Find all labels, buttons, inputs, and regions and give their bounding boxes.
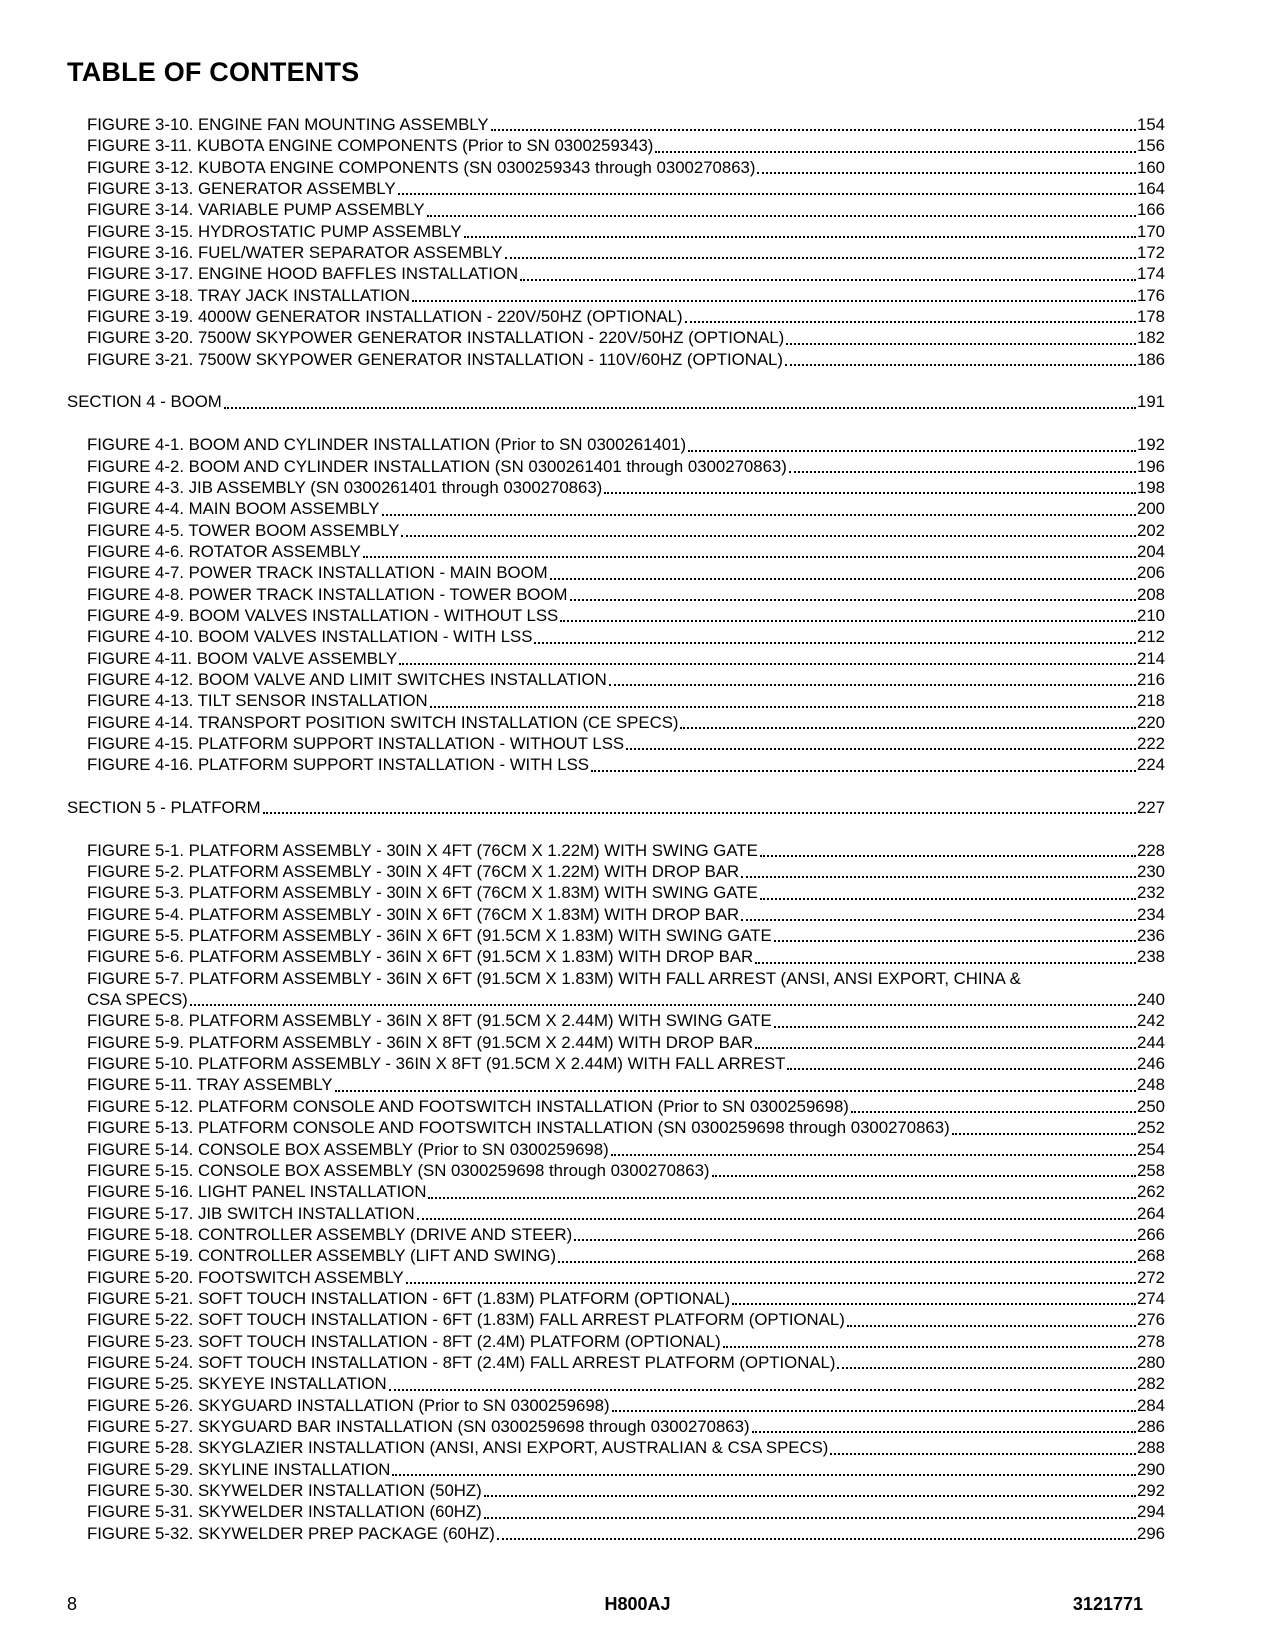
toc-figure-entry[interactable] xyxy=(67,946,1165,967)
toc-entry-title: FIGURE 3-18. TRAY JACK INSTALLATION xyxy=(87,285,410,305)
dot-leader xyxy=(224,405,1136,409)
dot-leader xyxy=(732,1301,1136,1305)
toc-figure-entry[interactable] xyxy=(67,733,1165,754)
dot-leader xyxy=(427,213,1136,217)
toc-figure-entry[interactable] xyxy=(67,626,1165,647)
dot-leader xyxy=(484,1515,1136,1519)
toc-entry-page: 191 xyxy=(1137,392,1165,412)
toc-figure-entry[interactable] xyxy=(67,541,1165,562)
toc-entry-title: FIGURE 4-10. BOOM VALVES INSTALLATION - WITH LSS xyxy=(87,627,533,647)
toc-entry-title: FIGURE 5-23. SOFT TOUCH INSTALLATION - 8FT (2.4M) PLATFORM (OPTIONAL) xyxy=(87,1331,721,1351)
toc-entry-page: 210 xyxy=(1137,605,1165,625)
dot-leader xyxy=(430,704,1136,708)
toc-entry-page: 214 xyxy=(1137,648,1165,668)
dot-leader xyxy=(335,1088,1136,1092)
dot-leader xyxy=(190,1002,1136,1006)
toc-entry-title: FIGURE 5-9. PLATFORM ASSEMBLY - 36IN X 8FT (91.5CM X 2.44M) WITH DROP BAR xyxy=(87,1032,754,1052)
toc-figure-entry[interactable] xyxy=(67,306,1165,327)
dot-leader xyxy=(609,682,1136,686)
toc-entry-title: FIGURE 4-9. BOOM VALVES INSTALLATION - WITHOUT LSS xyxy=(87,605,559,625)
toc-figure-entry[interactable] xyxy=(67,1395,1165,1416)
toc-figure-entry[interactable] xyxy=(67,968,1165,989)
toc-entry-page: 166 xyxy=(1137,200,1165,220)
toc-figure-entry[interactable] xyxy=(67,1096,1165,1117)
dot-leader xyxy=(752,1429,1136,1433)
footer-model: H800AJ xyxy=(604,1594,671,1614)
toc-entry-title: FIGURE 5-11. TRAY ASSEMBLY xyxy=(87,1075,333,1095)
toc-figure-entry[interactable] xyxy=(67,904,1165,925)
dot-leader xyxy=(685,319,1136,323)
toc-entry-page: 264 xyxy=(1137,1203,1165,1223)
toc-entry-page: 204 xyxy=(1137,541,1165,561)
toc-entry-title: FIGURE 4-5. TOWER BOOM ASSEMBLY xyxy=(87,520,400,540)
toc-entry-title: FIGURE 5-19. CONTROLLER ASSEMBLY (LIFT AND SWING) xyxy=(87,1246,557,1266)
page-footer xyxy=(0,1594,1275,1618)
dot-leader xyxy=(412,298,1136,302)
toc-entry-page: 258 xyxy=(1137,1160,1165,1180)
toc-entry-page: 246 xyxy=(1137,1054,1165,1074)
dot-leader xyxy=(741,874,1136,878)
toc-entry-page: 176 xyxy=(1137,285,1165,305)
dot-leader xyxy=(786,341,1136,345)
toc-entry-title: FIGURE 5-27. SKYGUARD BAR INSTALLATION (SN 0300259698 through 0300270863) xyxy=(87,1416,750,1436)
dot-leader xyxy=(398,191,1136,195)
toc-figure-entry[interactable] xyxy=(67,1203,1165,1224)
toc-figure-entry[interactable] xyxy=(67,178,1165,199)
toc-figure-entry[interactable] xyxy=(67,1523,1165,1544)
toc-entry-page: 284 xyxy=(1137,1395,1165,1415)
toc-entry-title: FIGURE 5-25. SKYEYE INSTALLATION xyxy=(87,1374,387,1394)
toc-entry-title: FIGURE 5-30. SKYWELDER INSTALLATION (50HZ) xyxy=(87,1481,482,1500)
toc-figure-entry[interactable] xyxy=(67,199,1165,220)
toc-entry-title: FIGURE 5-28. SKYGLAZIER INSTALLATION (ANSI, ANSI EXPORT, AUSTRALIAN & CSA SPECS) xyxy=(87,1438,829,1458)
toc-entry-title: FIGURE 5-24. SOFT TOUCH INSTALLATION - 8FT (2.4M) FALL ARREST PLATFORM (OPTIONAL) xyxy=(87,1352,836,1372)
toc-entry-page: 154 xyxy=(1137,115,1165,134)
dot-leader xyxy=(789,469,1136,473)
toc-entry-title: FIGURE 5-17. JIB SWITCH INSTALLATION xyxy=(87,1203,415,1223)
toc-entry-page: 228 xyxy=(1137,840,1165,860)
toc-entry-title: CSA SPECS) xyxy=(87,990,188,1010)
dot-leader xyxy=(497,1536,1136,1540)
toc-entry-title: FIGURE 4-15. PLATFORM SUPPORT INSTALLATION - WITHOUT LSS xyxy=(87,733,625,753)
toc-entry-title: FIGURE 3-21. 7500W SKYPOWER GENERATOR INSTALLATION - 110V/60HZ (OPTIONAL) xyxy=(87,349,783,369)
toc-entry-title: FIGURE 4-11. BOOM VALVE ASSEMBLY xyxy=(87,648,398,668)
toc-entry-page: 280 xyxy=(1137,1352,1165,1372)
toc-entry-page: 172 xyxy=(1137,243,1165,263)
dot-leader xyxy=(680,725,1136,729)
toc-figure-entry[interactable] xyxy=(67,754,1165,775)
toc-entry-title: FIGURE 3-17. ENGINE HOOD BAFFLES INSTALLATION xyxy=(87,264,519,284)
toc-figure-entry[interactable] xyxy=(67,1331,1165,1352)
dot-leader xyxy=(604,490,1136,494)
footer-page-number: 8 xyxy=(67,1594,78,1614)
dot-leader xyxy=(952,1131,1136,1135)
toc-entry-title: FIGURE 4-2. BOOM AND CYLINDER INSTALLATION (SN 0300261401 through 0300270863) xyxy=(87,456,787,476)
toc-entry-title: FIGURE 5-12. PLATFORM CONSOLE AND FOOTSWITCH INSTALLATION (Prior to SN 0300259698) xyxy=(87,1096,849,1116)
dot-leader xyxy=(574,1237,1136,1241)
dot-leader xyxy=(520,277,1136,281)
toc-figure-entry[interactable] xyxy=(67,1053,1165,1074)
toc-entry-title: FIGURE 4-14. TRANSPORT POSITION SWITCH INSTALLATION (CE SPECS) xyxy=(87,712,679,732)
toc-entry-page: 234 xyxy=(1137,904,1165,924)
toc-entry-page: 206 xyxy=(1137,563,1165,583)
toc-entry-page: 164 xyxy=(1137,179,1165,199)
toc-entry-page: 224 xyxy=(1137,755,1165,775)
toc-entry-title: FIGURE 5-2. PLATFORM ASSEMBLY - 30IN X 4FT (76CM X 1.22M) WITH DROP BAR xyxy=(87,862,740,882)
dot-leader xyxy=(558,1259,1136,1263)
toc-entry-page: 296 xyxy=(1137,1523,1165,1543)
toc-figure-entry[interactable] xyxy=(67,157,1165,178)
dot-leader xyxy=(774,938,1136,942)
toc-entry-page: 254 xyxy=(1137,1139,1165,1159)
toc-entry-title: FIGURE 3-13. GENERATOR ASSEMBLY xyxy=(87,179,396,199)
toc-entry-page: 208 xyxy=(1137,584,1165,604)
toc-figure-entry[interactable] xyxy=(67,1224,1165,1245)
toc-figure-entry[interactable] xyxy=(67,861,1165,882)
toc-entry-page: 290 xyxy=(1137,1459,1165,1479)
toc-figure-entry[interactable] xyxy=(67,349,1165,370)
toc-entry-title: FIGURE 5-20. FOOTSWITCH ASSEMBLY xyxy=(87,1267,404,1287)
toc-entry-page: 156 xyxy=(1137,136,1165,156)
toc-entry-page: 266 xyxy=(1137,1224,1165,1244)
dot-leader xyxy=(464,234,1136,238)
page-title: TABLE OF CONTENTS xyxy=(67,57,360,87)
toc-entry-title: FIGURE 4-4. MAIN BOOM ASSEMBLY xyxy=(87,499,380,519)
toc-entry-page: 196 xyxy=(1137,456,1165,476)
toc-figure-entry[interactable] xyxy=(67,669,1165,690)
toc-figure-entry[interactable] xyxy=(67,1032,1165,1053)
dot-leader xyxy=(723,1344,1136,1348)
toc-entry-page: 218 xyxy=(1137,691,1165,711)
dot-leader xyxy=(570,597,1136,601)
toc-figure-entry[interactable] xyxy=(67,1309,1165,1330)
toc-entry-title: FIGURE 5-10. PLATFORM ASSEMBLY - 36IN X 8FT (91.5CM X 2.44M) WITH FALL ARREST xyxy=(87,1054,786,1074)
toc-entry-page: 272 xyxy=(1137,1267,1165,1287)
toc-figure-entry[interactable] xyxy=(67,989,1165,1010)
toc-entry-title: FIGURE 4-1. BOOM AND CYLINDER INSTALLATION (Prior to SN 0300261401) xyxy=(87,435,687,455)
dot-leader xyxy=(591,768,1136,772)
toc-entry-title: FIGURE 5-6. PLATFORM ASSEMBLY - 36IN X 6FT (91.5CM X 1.83M) WITH DROP BAR xyxy=(87,947,754,967)
toc-figure-entry[interactable] xyxy=(67,263,1165,284)
toc-figure-entry[interactable] xyxy=(67,1267,1165,1288)
toc-figure-entry[interactable] xyxy=(67,135,1165,156)
toc-figure-entry[interactable] xyxy=(67,1437,1165,1458)
toc-entry-title: FIGURE 5-32. SKYWELDER PREP PACKAGE (60HZ) xyxy=(87,1523,495,1543)
toc-figure-entry[interactable] xyxy=(67,1501,1165,1522)
toc-entry-title: FIGURE 5-29. SKYLINE INSTALLATION xyxy=(87,1459,391,1479)
dot-leader xyxy=(688,448,1136,452)
toc-entry-title: FIGURE 5-1. PLATFORM ASSEMBLY - 30IN X 4FT (76CM X 1.22M) WITH SWING GATE xyxy=(87,840,758,860)
toc-entry-page: 238 xyxy=(1137,947,1165,967)
toc-entry-page: 268 xyxy=(1137,1246,1165,1266)
dot-leader xyxy=(406,1280,1136,1284)
toc-figure-entry[interactable] xyxy=(67,562,1165,583)
toc-entry-title: FIGURE 5-22. SOFT TOUCH INSTALLATION - 6FT (1.83M) FALL ARREST PLATFORM (OPTIONAL) xyxy=(87,1310,845,1330)
toc-entry-title: FIGURE 3-12. KUBOTA ENGINE COMPONENTS (SN 0300259343 through 0300270863) xyxy=(87,157,756,177)
dot-leader xyxy=(757,170,1136,174)
toc-entry-page: 170 xyxy=(1137,221,1165,241)
toc-figure-entry[interactable] xyxy=(67,925,1165,946)
toc-entry-title: SECTION 5 - PLATFORM xyxy=(67,798,261,817)
dot-leader xyxy=(626,746,1136,750)
toc-entry-page: 216 xyxy=(1137,669,1165,689)
toc-entry-title: FIGURE 5-16. LIGHT PANEL INSTALLATION xyxy=(87,1182,427,1202)
dot-leader xyxy=(655,149,1136,153)
toc-entry-page: 278 xyxy=(1137,1331,1165,1351)
toc-figure-entry[interactable] xyxy=(67,1010,1165,1031)
toc-entry-title: FIGURE 3-14. VARIABLE PUMP ASSEMBLY xyxy=(87,200,425,220)
dot-leader xyxy=(363,554,1136,558)
toc-entry-page: 288 xyxy=(1137,1438,1165,1458)
dot-leader xyxy=(612,1408,1136,1412)
toc-entry-title: FIGURE 4-3. JIB ASSEMBLY (SN 0300261401 through 0300270863) xyxy=(87,477,603,497)
toc-figure-entry[interactable] xyxy=(67,840,1165,861)
toc-entry-page: 227 xyxy=(1137,798,1165,817)
toc-entry-title: FIGURE 4-12. BOOM VALVE AND LIMIT SWITCHES INSTALLATION xyxy=(87,669,607,689)
dot-leader xyxy=(550,576,1136,580)
toc-figure-entry[interactable] xyxy=(67,285,1165,306)
toc-figure-entry[interactable] xyxy=(67,456,1165,477)
toc-entry-page: 250 xyxy=(1137,1096,1165,1116)
dot-leader xyxy=(837,1365,1136,1369)
toc-entry-page: 236 xyxy=(1137,926,1165,946)
toc-entry-page: 220 xyxy=(1137,712,1165,732)
toc-list xyxy=(67,114,1165,1544)
toc-entry-title: FIGURE 3-19. 4000W GENERATOR INSTALLATION - 220V/50HZ (OPTIONAL) xyxy=(87,307,683,327)
toc-entry-page: 200 xyxy=(1137,499,1165,519)
dot-leader xyxy=(389,1387,1136,1391)
toc-entry-page: 240 xyxy=(1137,990,1165,1010)
dot-leader xyxy=(484,1493,1136,1497)
toc-figure-entry[interactable] xyxy=(67,1074,1165,1095)
toc-figure-entry[interactable] xyxy=(67,1416,1165,1437)
toc-entry-title: FIGURE 5-3. PLATFORM ASSEMBLY - 30IN X 6FT (76CM X 1.83M) WITH SWING GATE xyxy=(87,883,758,903)
dot-leader xyxy=(417,1216,1136,1220)
toc-entry-title: FIGURE 4-8. POWER TRACK INSTALLATION - TOWER BOOM xyxy=(87,584,568,604)
toc-entry-title: FIGURE 3-20. 7500W SKYPOWER GENERATOR INSTALLATION - 220V/50HZ (OPTIONAL) xyxy=(87,328,785,348)
toc-entry-page: 222 xyxy=(1137,733,1165,753)
toc-entry-title: FIGURE 5-15. CONSOLE BOX ASSEMBLY (SN 0300259698 through 0300270863) xyxy=(87,1160,710,1180)
toc-entry-title: FIGURE 5-5. PLATFORM ASSEMBLY - 36IN X 6FT (91.5CM X 1.83M) WITH SWING GATE xyxy=(87,926,772,946)
toc-entry-page: 244 xyxy=(1137,1032,1165,1052)
toc-entry-page: 182 xyxy=(1137,328,1165,348)
toc-entry-title: FIGURE 5-26. SKYGUARD INSTALLATION (Prior to SN 0300259698) xyxy=(87,1395,610,1415)
toc-figure-entry[interactable] xyxy=(67,1139,1165,1160)
toc-figure-entry[interactable] xyxy=(67,584,1165,605)
dot-leader xyxy=(505,255,1136,259)
dot-leader xyxy=(830,1451,1136,1455)
toc-entry-page: 242 xyxy=(1137,1011,1165,1031)
dot-leader xyxy=(785,362,1136,366)
toc-entry-title: FIGURE 5-14. CONSOLE BOX ASSEMBLY (Prior to SN 0300259698) xyxy=(87,1139,609,1159)
toc-entry-title: FIGURE 5-8. PLATFORM ASSEMBLY - 36IN X 8FT (91.5CM X 2.44M) WITH SWING GATE xyxy=(87,1011,772,1031)
toc-figure-entry[interactable] xyxy=(67,114,1165,135)
dot-leader xyxy=(741,917,1136,921)
toc-figure-entry[interactable] xyxy=(67,1480,1165,1501)
toc-entry-title: FIGURE 3-15. HYDROSTATIC PUMP ASSEMBLY xyxy=(87,221,462,241)
toc-entry-page: 262 xyxy=(1137,1182,1165,1202)
toc-figure-entry[interactable] xyxy=(67,1352,1165,1373)
dot-leader xyxy=(534,640,1136,644)
toc-entry-title: FIGURE 3-11. KUBOTA ENGINE COMPONENTS (Prior to SN 0300259343) xyxy=(87,136,654,156)
dot-leader xyxy=(263,810,1136,814)
toc-entry-page: 232 xyxy=(1137,883,1165,903)
dot-leader xyxy=(560,618,1136,622)
toc-entry-page: 198 xyxy=(1137,477,1165,497)
toc-entry-title: FIGURE 4-6. ROTATOR ASSEMBLY xyxy=(87,541,361,561)
toc-figure-entry[interactable] xyxy=(67,1181,1165,1202)
footer-doc-number: 3121771 xyxy=(1072,1594,1143,1614)
dot-leader xyxy=(774,1024,1136,1028)
toc-entry-page: 192 xyxy=(1137,435,1165,455)
toc-figure-entry[interactable] xyxy=(67,1459,1165,1480)
toc-entry-page: 274 xyxy=(1137,1288,1165,1308)
toc-entry-title: FIGURE 4-7. POWER TRACK INSTALLATION - MAIN BOOM xyxy=(87,563,548,583)
dot-leader xyxy=(399,661,1136,665)
toc-entry-title: SECTION 4 - BOOM xyxy=(67,392,222,412)
dot-leader xyxy=(847,1323,1136,1327)
toc-entry-page: 252 xyxy=(1137,1118,1165,1138)
toc-entry-title: FIGURE 3-16. FUEL/WATER SEPARATOR ASSEMBLY xyxy=(87,243,503,263)
toc-figure-entry[interactable] xyxy=(67,1117,1165,1138)
toc-section-entry[interactable] xyxy=(67,391,1165,412)
toc-entry-title: FIGURE 3-10. ENGINE FAN MOUNTING ASSEMBLY xyxy=(87,115,489,134)
toc-figure-entry[interactable] xyxy=(67,327,1165,348)
dot-leader xyxy=(755,1045,1136,1049)
toc-entry-page: 160 xyxy=(1137,157,1165,177)
toc-entry-page: 174 xyxy=(1137,264,1165,284)
toc-entry-page: 286 xyxy=(1137,1416,1165,1436)
dot-leader xyxy=(760,853,1136,857)
toc-entry-page: 178 xyxy=(1137,307,1165,327)
toc-figure-entry[interactable] xyxy=(67,882,1165,903)
toc-entry-title: FIGURE 5-4. PLATFORM ASSEMBLY - 30IN X 6FT (76CM X 1.83M) WITH DROP BAR xyxy=(87,904,740,924)
toc-entry-title: FIGURE 5-18. CONTROLLER ASSEMBLY (DRIVE AND STEER) xyxy=(87,1224,573,1244)
toc-entry-page: 282 xyxy=(1137,1374,1165,1394)
toc-figure-entry[interactable] xyxy=(67,712,1165,733)
dot-leader xyxy=(851,1109,1136,1113)
toc-entry-title: FIGURE 5-31. SKYWELDER INSTALLATION (60HZ) xyxy=(87,1502,482,1522)
toc-figure-entry[interactable] xyxy=(67,221,1165,242)
dot-leader xyxy=(491,127,1136,131)
dot-leader xyxy=(712,1173,1136,1177)
toc-figure-entry[interactable] xyxy=(67,520,1165,541)
toc-figure-entry[interactable] xyxy=(67,1288,1165,1309)
toc-figure-entry[interactable] xyxy=(67,242,1165,263)
dot-leader xyxy=(392,1472,1136,1476)
toc-figure-entry[interactable] xyxy=(67,605,1165,626)
toc-entry-title: FIGURE 5-21. SOFT TOUCH INSTALLATION - 6FT (1.83M) PLATFORM (OPTIONAL) xyxy=(87,1288,731,1308)
toc-figure-entry[interactable] xyxy=(67,1160,1165,1181)
toc-figure-entry[interactable] xyxy=(67,690,1165,711)
dot-leader xyxy=(401,533,1136,537)
toc-entry-page: 248 xyxy=(1137,1075,1165,1095)
toc-entry-page: 212 xyxy=(1137,627,1165,647)
toc-entry-page: 202 xyxy=(1137,520,1165,540)
toc-figure-entry[interactable] xyxy=(67,1373,1165,1394)
toc-entry-page: 186 xyxy=(1137,349,1165,369)
toc-entry-page: 276 xyxy=(1137,1310,1165,1330)
toc-entry-title: FIGURE 5-13. PLATFORM CONSOLE AND FOOTSWITCH INSTALLATION (SN 0300259698 through 0300270863) xyxy=(87,1118,950,1138)
toc-figure-entry[interactable] xyxy=(67,498,1165,519)
toc-entry-title: FIGURE 4-16. PLATFORM SUPPORT INSTALLATION - WITH LSS xyxy=(87,755,589,775)
toc-figure-entry[interactable] xyxy=(67,477,1165,498)
toc-entry-page: 230 xyxy=(1137,862,1165,882)
toc-entry-page: 292 xyxy=(1137,1481,1165,1500)
toc-figure-entry[interactable] xyxy=(67,434,1165,455)
toc-entry-title: FIGURE 5-7. PLATFORM ASSEMBLY - 36IN X 6FT (91.5CM X 1.83M) WITH FALL ARREST (ANSI, ANSI EXPORT, CHINA & xyxy=(87,968,1021,988)
dot-leader xyxy=(611,1152,1136,1156)
toc-entry-page: 294 xyxy=(1137,1502,1165,1522)
toc-figure-entry[interactable] xyxy=(67,1245,1165,1266)
toc-figure-entry[interactable] xyxy=(67,648,1165,669)
toc-section-entry[interactable] xyxy=(67,797,1165,818)
toc-entry-title: FIGURE 4-13. TILT SENSOR INSTALLATION xyxy=(87,691,428,711)
dot-leader xyxy=(760,896,1136,900)
dot-leader xyxy=(755,960,1136,964)
dot-leader xyxy=(382,512,1137,516)
dot-leader xyxy=(787,1066,1136,1070)
dot-leader xyxy=(428,1195,1136,1199)
